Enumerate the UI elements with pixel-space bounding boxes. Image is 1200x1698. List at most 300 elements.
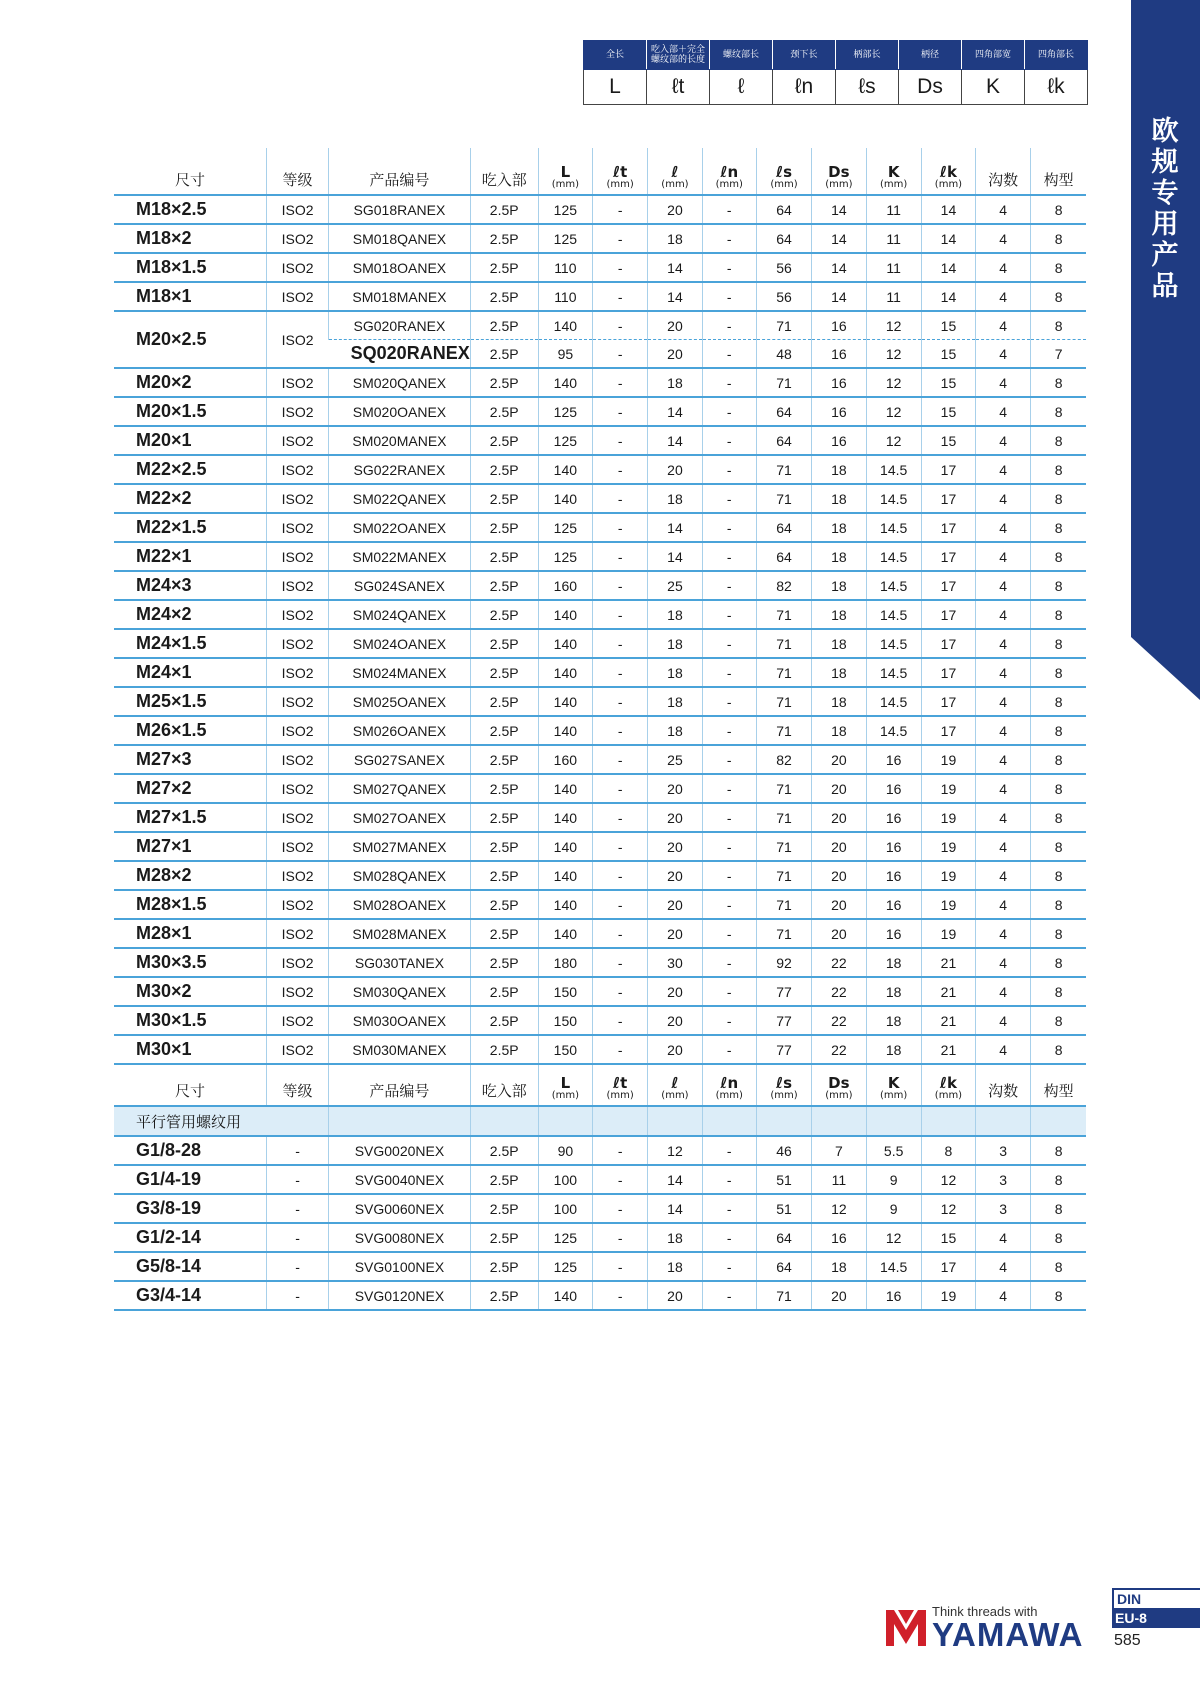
table-cell: 16 <box>866 832 921 861</box>
table-cell: 4 <box>976 224 1031 253</box>
column-symbol: ℓk <box>939 163 957 181</box>
table-cell: 71 <box>756 311 811 340</box>
table-cell: 12 <box>866 426 921 455</box>
table-cell: 4 <box>976 484 1031 513</box>
thread-size-cell: M20×1.5 <box>114 397 266 426</box>
table-cell: 2.5P <box>470 687 538 716</box>
table-cell: - <box>702 861 756 890</box>
table-cell: SG024SANEX <box>329 571 471 600</box>
table-cell: 140 <box>538 687 592 716</box>
table-cell: 17 <box>921 542 975 571</box>
table-cell: 2.5P <box>470 629 538 658</box>
table-cell: 64 <box>756 1252 811 1281</box>
table-cell: 140 <box>538 716 592 745</box>
table-cell: 8 <box>1031 687 1086 716</box>
table-row <box>114 600 1086 629</box>
table-cell: - <box>593 1165 648 1194</box>
section-cell <box>976 1106 1031 1136</box>
table-cell: 8 <box>1031 1006 1086 1035</box>
table-cell: 18 <box>812 600 866 629</box>
table-cell: 18 <box>812 542 866 571</box>
table-cell: 64 <box>756 1223 811 1252</box>
table-cell: 2.5P <box>470 774 538 803</box>
column-header <box>866 1064 921 1106</box>
table-row <box>114 195 1086 224</box>
column-header <box>921 148 975 195</box>
table-cell: 14 <box>648 397 702 426</box>
table-cell: 4 <box>976 368 1031 397</box>
table-cell: 71 <box>756 600 811 629</box>
table-cell: - <box>702 484 756 513</box>
table-cell: 20 <box>648 890 702 919</box>
table-cell: 18 <box>812 716 866 745</box>
table-cell: 64 <box>756 397 811 426</box>
table-cell: ISO2 <box>266 282 328 311</box>
table-cell: 16 <box>812 1223 866 1252</box>
table-cell: 16 <box>866 1281 921 1310</box>
table-cell: 2.5P <box>470 253 538 282</box>
thread-size-cell: G3/8-19 <box>114 1194 266 1223</box>
thread-size-cell: M18×2 <box>114 224 266 253</box>
column-header <box>866 148 921 195</box>
table-row <box>114 832 1086 861</box>
table-cell: 18 <box>866 948 921 977</box>
table-cell: - <box>593 282 648 311</box>
thread-size-cell: M30×1.5 <box>114 1006 266 1035</box>
table-cell: 100 <box>538 1165 592 1194</box>
table-cell: 2.5P <box>470 542 538 571</box>
table-cell: 12 <box>921 1194 975 1223</box>
table-cell: 18 <box>812 513 866 542</box>
table-cell: 125 <box>538 397 592 426</box>
thread-size-cell: M20×2 <box>114 368 266 397</box>
table-cell: 20 <box>648 1281 702 1310</box>
table-cell: ISO2 <box>266 600 328 629</box>
column-unit: (mm) <box>880 179 908 190</box>
table-cell: 12 <box>866 311 921 340</box>
table-cell: SG020RANEX <box>329 311 471 340</box>
table-cell: 19 <box>921 774 975 803</box>
table-cell: 14 <box>812 253 866 282</box>
table-cell: - <box>593 687 648 716</box>
table-row <box>114 716 1086 745</box>
table-cell: - <box>702 426 756 455</box>
table-cell: 2.5P <box>470 600 538 629</box>
table-cell: SM024QANEX <box>329 600 471 629</box>
column-unit: (mm) <box>825 1090 853 1101</box>
table-cell: 4 <box>976 803 1031 832</box>
table-cell: 20 <box>812 1281 866 1310</box>
table-cell: 11 <box>812 1165 866 1194</box>
thread-size-cell: M18×2.5 <box>114 195 266 224</box>
table-cell: - <box>702 282 756 311</box>
table-cell: SQ020RANEX <box>329 340 471 369</box>
table-cell: 8 <box>1031 455 1086 484</box>
table-cell: ISO2 <box>266 919 328 948</box>
table-cell: ISO2 <box>266 195 328 224</box>
section-cell <box>470 1106 538 1136</box>
thread-size-cell: M18×1 <box>114 282 266 311</box>
table-cell: 16 <box>866 745 921 774</box>
table-cell: 8 <box>1031 774 1086 803</box>
table-cell: 8 <box>1031 977 1086 1006</box>
table-cell: - <box>266 1165 328 1194</box>
table-cell: 4 <box>976 1281 1031 1310</box>
table-cell: 14 <box>812 195 866 224</box>
column-unit: (mm) <box>880 1090 908 1101</box>
table-cell: - <box>702 890 756 919</box>
table-cell: 14.5 <box>866 716 921 745</box>
table-cell: 14 <box>648 542 702 571</box>
table-cell: ISO2 <box>266 426 328 455</box>
table-cell: 2.5P <box>470 1252 538 1281</box>
table-cell: 8 <box>1031 311 1086 340</box>
table-cell: 17 <box>921 513 975 542</box>
column-symbol: ℓt <box>613 163 628 181</box>
column-header: 等级 <box>266 148 328 195</box>
legend-symbol: Ds <box>899 70 962 105</box>
table-cell: 2.5P <box>470 1194 538 1223</box>
table-cell: 11 <box>866 224 921 253</box>
table-cell: 2.5P <box>470 832 538 861</box>
table-cell: - <box>593 803 648 832</box>
table-cell: SG030TANEX <box>329 948 471 977</box>
table-cell: 150 <box>538 977 592 1006</box>
table-cell: 17 <box>921 484 975 513</box>
thread-size-cell: M27×1 <box>114 832 266 861</box>
table-cell: ISO2 <box>266 542 328 571</box>
table-cell: 125 <box>538 542 592 571</box>
table-cell: 20 <box>812 803 866 832</box>
legend-symbol: L <box>584 70 647 105</box>
table-cell: SM020MANEX <box>329 426 471 455</box>
table-cell: ISO2 <box>266 629 328 658</box>
table-cell: 160 <box>538 745 592 774</box>
table-cell: - <box>593 426 648 455</box>
table-cell: 71 <box>756 774 811 803</box>
section-row <box>114 1106 1086 1136</box>
table-cell: 140 <box>538 658 592 687</box>
table-cell: - <box>702 1223 756 1252</box>
table-cell: 9 <box>866 1165 921 1194</box>
table-row <box>114 948 1086 977</box>
column-header <box>648 1064 702 1106</box>
table-cell: 2.5P <box>470 1281 538 1310</box>
table-cell: 16 <box>812 397 866 426</box>
legend-symbol: K <box>962 70 1025 105</box>
table-cell: 140 <box>538 1281 592 1310</box>
table-cell: 4 <box>976 832 1031 861</box>
table-cell: SM020QANEX <box>329 368 471 397</box>
table-cell: 2.5P <box>470 861 538 890</box>
table-cell: 20 <box>812 861 866 890</box>
table-cell: 140 <box>538 861 592 890</box>
table-cell: 8 <box>1031 745 1086 774</box>
table-cell: 71 <box>756 919 811 948</box>
table-cell: 16 <box>866 919 921 948</box>
table-cell: 14 <box>648 253 702 282</box>
table-cell: - <box>593 455 648 484</box>
table-cell: - <box>702 1165 756 1194</box>
thread-size-cell: M22×2.5 <box>114 455 266 484</box>
column-unit: (mm) <box>934 179 963 190</box>
table-cell: - <box>266 1136 328 1165</box>
table-cell: - <box>702 948 756 977</box>
table-cell: 4 <box>976 282 1031 311</box>
table-cell: 71 <box>756 658 811 687</box>
table-cell: 8 <box>921 1136 975 1165</box>
table-cell: SM024MANEX <box>329 658 471 687</box>
table-cell: 18 <box>812 658 866 687</box>
table-cell: 16 <box>812 340 866 369</box>
column-header: 吃入部 <box>470 1064 538 1106</box>
din-label: DIN <box>1112 1588 1200 1608</box>
section-cell <box>648 1106 702 1136</box>
side-title: 欧规专用产品 <box>1151 116 1179 302</box>
table-cell: SM022OANEX <box>329 513 471 542</box>
table-cell: 14 <box>921 253 975 282</box>
table-row <box>114 687 1086 716</box>
table-cell: 18 <box>812 629 866 658</box>
column-unit: (mm) <box>551 179 579 190</box>
table-cell: - <box>702 658 756 687</box>
table-cell: - <box>702 455 756 484</box>
table-cell: - <box>593 1194 648 1223</box>
column-symbol: ℓk <box>939 1074 957 1092</box>
table-cell: 8 <box>1031 253 1086 282</box>
thread-size-cell: M22×1.5 <box>114 513 266 542</box>
table-cell: - <box>702 542 756 571</box>
table-cell: 18 <box>648 716 702 745</box>
column-header <box>921 1064 975 1106</box>
table-cell: 20 <box>648 803 702 832</box>
table-cell: 2.5P <box>470 397 538 426</box>
table-cell: - <box>593 1035 648 1064</box>
column-symbol: K <box>887 163 900 181</box>
column-header: 构型 <box>1031 1064 1086 1106</box>
table-cell: ISO2 <box>266 571 328 600</box>
section-cell <box>702 1106 756 1136</box>
table-cell: ISO2 <box>266 832 328 861</box>
table-cell: SM030QANEX <box>329 977 471 1006</box>
eu-label: EU-8 <box>1112 1608 1200 1628</box>
column-unit: (mm) <box>715 179 743 190</box>
table-cell: - <box>593 658 648 687</box>
table-cell: 14.5 <box>866 600 921 629</box>
table-cell: 140 <box>538 890 592 919</box>
table-cell: 8 <box>1031 484 1086 513</box>
table-cell: 4 <box>976 340 1031 369</box>
column-unit: (mm) <box>934 1090 963 1101</box>
table-cell: 8 <box>1031 1252 1086 1281</box>
thread-size-cell: M22×2 <box>114 484 266 513</box>
legend-header: 吃入部＋完全 螺纹部的长度 <box>647 41 710 70</box>
table-cell: 2.5P <box>470 1136 538 1165</box>
table-cell: 14.5 <box>866 542 921 571</box>
table-cell: - <box>266 1252 328 1281</box>
thread-size-cell: M30×2 <box>114 977 266 1006</box>
section-label: 平行管用螺纹用 <box>114 1106 329 1136</box>
table-cell: 20 <box>812 774 866 803</box>
table-cell: - <box>593 1136 648 1165</box>
table-cell: 140 <box>538 832 592 861</box>
table-cell: 110 <box>538 282 592 311</box>
table-cell: 64 <box>756 542 811 571</box>
section-cell <box>593 1106 648 1136</box>
column-header: 沟数 <box>976 148 1031 195</box>
table-cell: 12 <box>866 1223 921 1252</box>
table-row <box>114 571 1086 600</box>
table-cell: 17 <box>921 687 975 716</box>
table-row <box>114 426 1086 455</box>
table-cell: 21 <box>921 1035 975 1064</box>
table-cell: - <box>593 977 648 1006</box>
table-cell: 25 <box>648 571 702 600</box>
table-cell: 125 <box>538 1223 592 1252</box>
table-cell: 2.5P <box>470 455 538 484</box>
column-header <box>538 1064 592 1106</box>
column-unit: (mm) <box>606 1090 634 1101</box>
table-cell: - <box>702 1006 756 1035</box>
table-cell: 20 <box>812 919 866 948</box>
table-row <box>114 658 1086 687</box>
legend-header: 颈下长 <box>773 41 836 70</box>
table-cell: - <box>593 368 648 397</box>
column-header: 尺寸 <box>114 1064 266 1106</box>
table-cell: SM028MANEX <box>329 919 471 948</box>
table-cell: 19 <box>921 745 975 774</box>
yamawa-logo-icon <box>884 1606 928 1650</box>
section-cell <box>812 1106 866 1136</box>
table-cell: SM024OANEX <box>329 629 471 658</box>
column-unit: (mm) <box>770 1090 798 1101</box>
table-row <box>114 282 1086 311</box>
table-cell: 8 <box>1031 716 1086 745</box>
yamawa-logo <box>884 1602 1084 1652</box>
legend-symbol: ℓ <box>710 70 773 105</box>
table-row <box>114 1252 1086 1281</box>
column-header <box>756 1064 811 1106</box>
table-cell: 20 <box>648 1006 702 1035</box>
thread-size-cell: M28×2 <box>114 861 266 890</box>
table-cell: - <box>702 600 756 629</box>
table-cell: SVG0080NEX <box>329 1223 471 1252</box>
table-cell: - <box>702 1252 756 1281</box>
table-cell: 18 <box>648 1223 702 1252</box>
table-cell: ISO2 <box>266 803 328 832</box>
table-cell: SM027OANEX <box>329 803 471 832</box>
column-unit: (mm) <box>661 179 689 190</box>
table-cell: 4 <box>976 195 1031 224</box>
section-cell <box>538 1106 592 1136</box>
table-cell: 11 <box>866 195 921 224</box>
table-cell: 15 <box>921 340 975 369</box>
table-cell: 180 <box>538 948 592 977</box>
table-cell: 14 <box>648 1194 702 1223</box>
legend-header: 四角部长 <box>1025 41 1088 70</box>
table-cell: 18 <box>648 1252 702 1281</box>
table-cell: 14.5 <box>866 455 921 484</box>
table-cell: 4 <box>976 397 1031 426</box>
table-cell: 22 <box>812 977 866 1006</box>
section-cell <box>1031 1106 1086 1136</box>
table-cell: 18 <box>812 687 866 716</box>
table-cell: 4 <box>976 571 1031 600</box>
table-cell: SM022MANEX <box>329 542 471 571</box>
table-cell: 160 <box>538 571 592 600</box>
table-cell: - <box>593 224 648 253</box>
table-cell: 14 <box>648 426 702 455</box>
column-symbol: L <box>560 163 571 181</box>
table-cell: - <box>593 629 648 658</box>
table-cell: 2.5P <box>470 513 538 542</box>
column-symbol: ℓ <box>671 163 679 181</box>
table-cell: SVG0100NEX <box>329 1252 471 1281</box>
table-cell: 4 <box>976 600 1031 629</box>
table-cell: 14 <box>648 1165 702 1194</box>
table-cell: 64 <box>756 426 811 455</box>
table-cell: 8 <box>1031 1194 1086 1223</box>
table-cell: - <box>702 397 756 426</box>
table-cell: - <box>702 919 756 948</box>
table-cell: 51 <box>756 1194 811 1223</box>
table-cell: 14 <box>812 282 866 311</box>
table-cell: 19 <box>921 861 975 890</box>
table-cell: 22 <box>812 1006 866 1035</box>
table-cell: 48 <box>756 340 811 369</box>
table-cell: 7 <box>1031 340 1086 369</box>
table-cell: ISO2 <box>266 513 328 542</box>
column-symbol: ℓs <box>776 1074 793 1092</box>
table-cell: 18 <box>648 687 702 716</box>
table-cell: - <box>702 195 756 224</box>
table-cell: - <box>702 977 756 1006</box>
table-cell: 8 <box>1031 1165 1086 1194</box>
table-cell: - <box>702 311 756 340</box>
legend-header: 柄部长 <box>836 41 899 70</box>
table-cell: ISO2 <box>266 948 328 977</box>
thread-size-cell: M24×3 <box>114 571 266 600</box>
legend-header: 柄径 <box>899 41 962 70</box>
table-cell: 2.5P <box>470 803 538 832</box>
legend-header: 四角部宽 <box>962 41 1025 70</box>
table-cell: 8 <box>1031 1035 1086 1064</box>
table-cell: SVG0060NEX <box>329 1194 471 1223</box>
table-cell: - <box>593 716 648 745</box>
table-cell: 11 <box>866 253 921 282</box>
table-cell: 18 <box>812 455 866 484</box>
table-cell: 20 <box>648 774 702 803</box>
column-unit: (mm) <box>715 1090 743 1101</box>
column-unit: (mm) <box>551 1090 579 1101</box>
table-cell: - <box>702 832 756 861</box>
table-cell: 14.5 <box>866 513 921 542</box>
table-cell: 4 <box>976 1035 1031 1064</box>
table-cell: - <box>702 1194 756 1223</box>
table-cell: 2.5P <box>470 919 538 948</box>
table-cell: 18 <box>812 484 866 513</box>
table-cell: 14.5 <box>866 571 921 600</box>
table-cell: 15 <box>921 311 975 340</box>
table-cell: 140 <box>538 919 592 948</box>
table-cell: 21 <box>921 977 975 1006</box>
table-cell: 17 <box>921 571 975 600</box>
table-cell: 20 <box>648 977 702 1006</box>
table-cell: 4 <box>976 774 1031 803</box>
table-row <box>114 1136 1086 1165</box>
table-cell: 2.5P <box>470 745 538 774</box>
table-row <box>114 455 1086 484</box>
